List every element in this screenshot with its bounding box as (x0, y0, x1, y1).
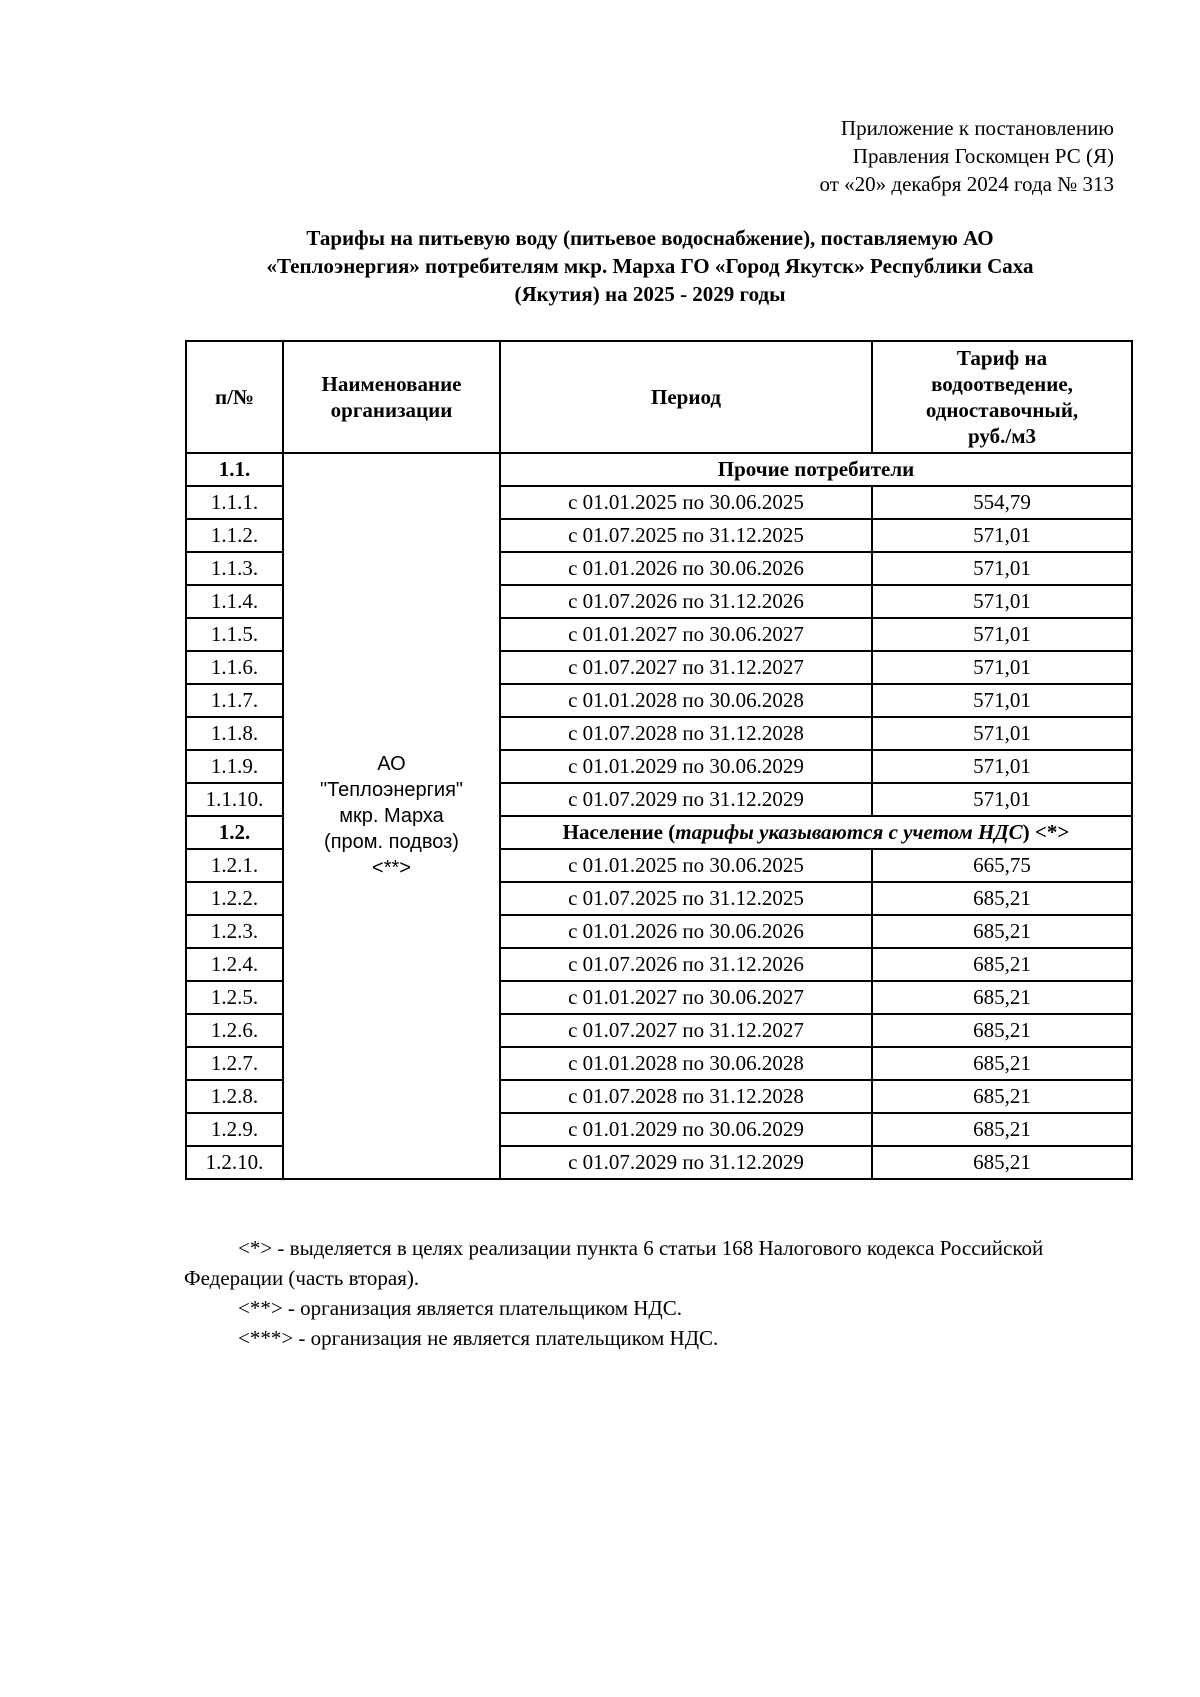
appendix-line: Приложение к постановлению (840, 116, 1114, 140)
row-number: 1.1.8. (186, 717, 283, 750)
row-period: с 01.01.2028 по 30.06.2028 (500, 684, 872, 717)
row-number: 1.1.1. (186, 486, 283, 519)
row-tariff: 571,01 (872, 519, 1132, 552)
row-tariff: 665,75 (872, 849, 1132, 882)
row-tariff: 685,21 (872, 1113, 1132, 1146)
row-tariff: 685,21 (872, 1014, 1132, 1047)
row-tariff: 571,01 (872, 585, 1132, 618)
section-number: 1.1. (186, 453, 283, 486)
row-number: 1.2.5. (186, 981, 283, 1014)
row-period: с 01.07.2027 по 31.12.2027 (500, 1014, 872, 1047)
section-title-suffix: ) <*> (1022, 820, 1070, 844)
footnote-vat-note-continued: Федерации (часть вторая). (184, 1266, 420, 1290)
section-number: 1.2. (186, 816, 283, 849)
row-period: с 01.01.2026 по 30.06.2026 (500, 552, 872, 585)
row-tariff: 685,21 (872, 1146, 1132, 1179)
section-title (500, 816, 1132, 849)
row-number: 1.2.9. (186, 1113, 283, 1146)
org-line: АО (377, 753, 406, 775)
footnote-vat-payer: <**> - организация является плательщиком НДС. (238, 1296, 682, 1320)
appendix-line: Правления Госкомцен РС (Я) (852, 144, 1114, 168)
row-number: 1.2.7. (186, 1047, 283, 1080)
organization-cell (283, 453, 500, 1179)
footnotes (184, 1233, 1174, 1353)
row-period: с 01.07.2027 по 31.12.2027 (500, 651, 872, 684)
org-line: "Теплоэнергия" (319, 779, 464, 801)
org-line: <**> (372, 857, 411, 879)
row-number: 1.1.5. (186, 618, 283, 651)
row-tariff: 685,21 (872, 981, 1132, 1014)
footnote-not-vat-payer: <***> - организация не является плательщиком НДС. (238, 1326, 719, 1350)
row-tariff: 685,21 (872, 882, 1132, 915)
row-number: 1.2.3. (186, 915, 283, 948)
row-tariff: 571,01 (872, 651, 1132, 684)
row-period: с 01.01.2028 по 30.06.2028 (500, 1047, 872, 1080)
row-period: с 01.07.2026 по 31.12.2026 (500, 948, 872, 981)
row-number: 1.2.1. (186, 849, 283, 882)
row-number: 1.2.8. (186, 1080, 283, 1113)
row-tariff: 571,01 (872, 618, 1132, 651)
header-tariff-line: одноставочный, (925, 398, 1079, 422)
appendix-reference (820, 114, 1114, 198)
row-period: с 01.01.2029 по 30.06.2029 (500, 1113, 872, 1146)
row-tariff: 685,21 (872, 1047, 1132, 1080)
row-number: 1.2.10. (186, 1146, 283, 1179)
title-line: «Теплоэнергия» потребителям мкр. Марха ГО «Город Якутск» Республики Саха (266, 254, 1034, 278)
row-tariff: 571,01 (872, 717, 1132, 750)
section-title-text: Население ( (562, 820, 676, 844)
row-period: с 01.01.2027 по 30.06.2027 (500, 618, 872, 651)
header-tariff (872, 341, 1132, 453)
title-line: Тарифы на питьевую воду (питьевое водоснабжение), поставляемую АО (306, 226, 994, 250)
row-period: с 01.07.2025 по 31.12.2025 (500, 882, 872, 915)
org-line: мкр. Марха (339, 805, 444, 827)
row-number: 1.1.4. (186, 585, 283, 618)
title-line: (Якутия) на 2025 - 2029 годы (514, 282, 786, 306)
row-period: с 01.01.2025 по 30.06.2025 (500, 849, 872, 882)
row-period: с 01.01.2027 по 30.06.2027 (500, 981, 872, 1014)
row-tariff: 571,01 (872, 684, 1132, 717)
row-tariff: 685,21 (872, 948, 1132, 981)
header-tariff-line: руб./м3 (967, 424, 1036, 448)
org-line: (пром. подвоз) (324, 831, 459, 853)
row-number: 1.2.6. (186, 1014, 283, 1047)
row-tariff: 554,79 (872, 486, 1132, 519)
header-organization: Наименование организации (283, 341, 500, 453)
row-period: с 01.07.2029 по 31.12.2029 (500, 783, 872, 816)
row-number: 1.1.10. (186, 783, 283, 816)
row-period: с 01.07.2025 по 31.12.2025 (500, 519, 872, 552)
section-row-prochie (186, 453, 1132, 486)
tariff-table (185, 340, 1133, 1180)
row-tariff: 685,21 (872, 915, 1132, 948)
header-period: Период (500, 341, 872, 453)
row-number: 1.1.3. (186, 552, 283, 585)
footnote-vat-note: <*> - выделяется в целях реализации пункта 6 статьи 168 Налогового кодекса Российской (238, 1236, 1044, 1260)
row-period: с 01.07.2028 по 31.12.2028 (500, 717, 872, 750)
document-title (180, 224, 1120, 308)
header-tariff-line: водоотведение, (931, 372, 1073, 396)
row-number: 1.1.9. (186, 750, 283, 783)
row-period: с 01.07.2028 по 31.12.2028 (500, 1080, 872, 1113)
row-tariff: 571,01 (872, 783, 1132, 816)
appendix-line: от «20» декабря 2024 года № 313 (819, 172, 1114, 196)
header-num: п/№ (186, 341, 283, 453)
row-period: с 01.07.2026 по 31.12.2026 (500, 585, 872, 618)
row-tariff: 571,01 (872, 552, 1132, 585)
header-tariff-line: Тариф на (956, 346, 1048, 370)
section-title: Прочие потребители (500, 453, 1132, 486)
row-period: с 01.01.2025 по 30.06.2025 (500, 486, 872, 519)
row-tariff: 685,21 (872, 1080, 1132, 1113)
row-number: 1.2.4. (186, 948, 283, 981)
table-body (186, 453, 1132, 1179)
row-number: 1.1.7. (186, 684, 283, 717)
row-tariff: 571,01 (872, 750, 1132, 783)
row-period: с 01.07.2029 по 31.12.2029 (500, 1146, 872, 1179)
row-number: 1.2.2. (186, 882, 283, 915)
table-header-row (186, 341, 1132, 453)
section-title-italic: тарифы указываются с учетом НДС (675, 820, 1023, 844)
row-period: с 01.01.2026 по 30.06.2026 (500, 915, 872, 948)
row-number: 1.1.6. (186, 651, 283, 684)
row-number: 1.1.2. (186, 519, 283, 552)
row-period: с 01.01.2029 по 30.06.2029 (500, 750, 872, 783)
